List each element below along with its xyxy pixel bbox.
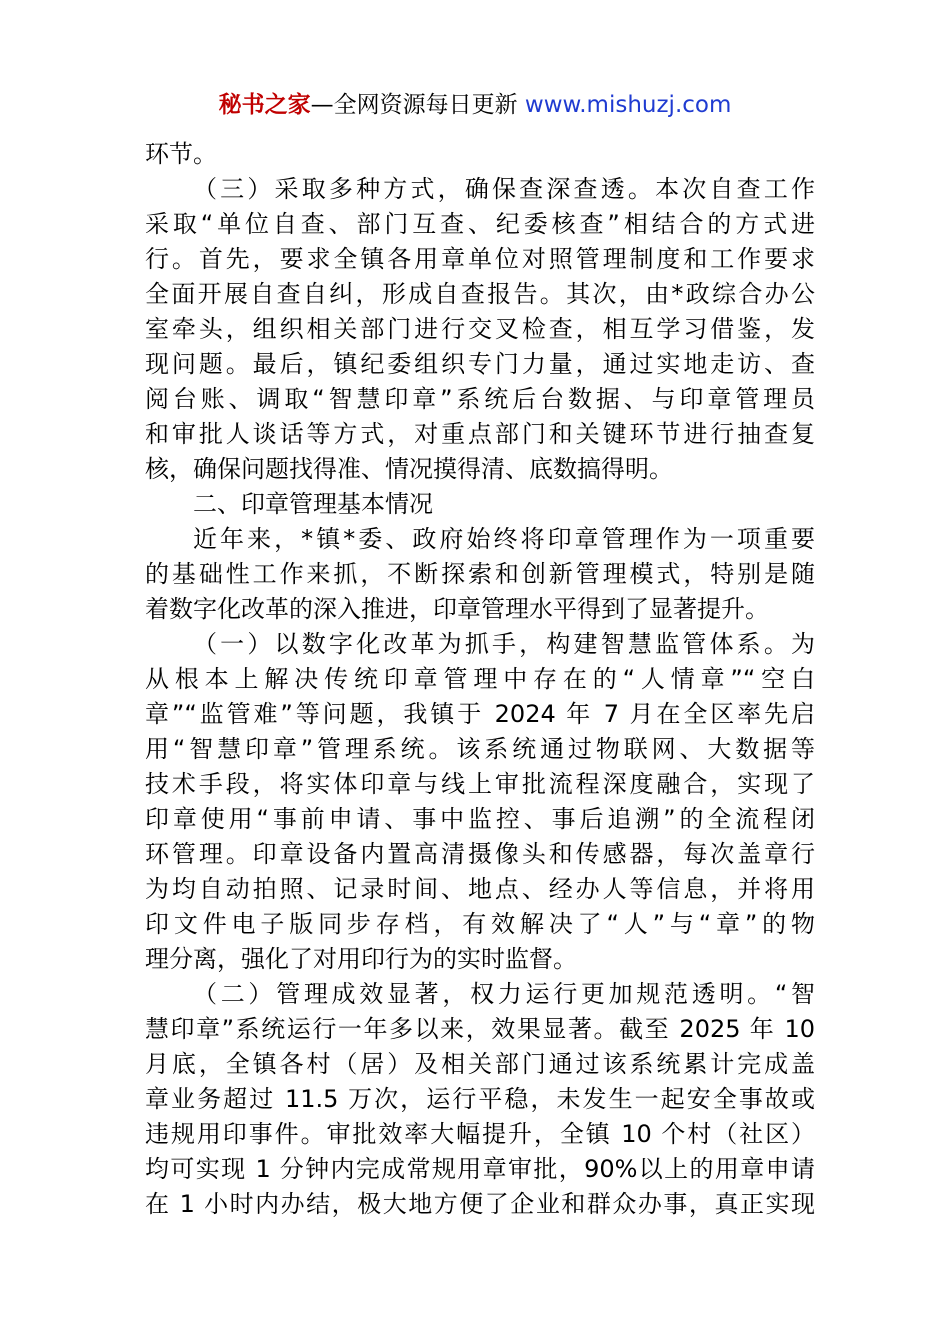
text-line: 近年来，*镇*委、政府始终将印章管理作为一项重要 — [193, 525, 815, 553]
text-line: 现问题。最后，镇纪委组织专门力量，通过实地走访、查 — [145, 350, 815, 378]
site-url[interactable]: www.mishuzj.com — [524, 92, 732, 118]
text-line: 均可实现 1 分钟内完成常规用章审批，90%以上的用章申请 — [145, 1155, 815, 1183]
text-line: 在 1 小时内办结，极大地方便了企业和群众办事，真正实现 — [145, 1190, 815, 1218]
text-line: 环管理。印章设备内置高清摄像头和传感器，每次盖章行 — [145, 840, 815, 868]
text-line: 印文件电子版同步存档，有效解决了“人”与“章”的物 — [145, 910, 815, 938]
text-line: 和审批人谈话等方式，对重点部门和关键环节进行抽查复 — [145, 420, 815, 448]
text-line: 为均自动拍照、记录时间、地点、经办人等信息，并将用 — [145, 875, 815, 903]
text-line: （二）管理成效显著，权力运行更加规范透明。“智 — [193, 980, 815, 1008]
site-brand: 秘书之家 — [218, 92, 311, 118]
text-line: 阅台账、调取“智慧印章”系统后台数据、与印章管理员 — [145, 385, 815, 413]
text-line: 章业务超过 11.5 万次，运行平稳，未发生一起安全事故或 — [145, 1085, 815, 1113]
section-heading: 二、印章管理基本情况 — [193, 490, 433, 518]
text-line: 违规用印事件。审批效率大幅提升，全镇 10 个村（社区） — [145, 1120, 815, 1148]
text-line: 技术手段，将实体印章与线上审批流程深度融合，实现了 — [145, 770, 815, 798]
text-line: 印章使用“事前申请、事中监控、事后追溯”的全流程闭 — [145, 805, 815, 833]
text-line: 的基础性工作来抓，不断探索和创新管理模式，特别是随 — [145, 560, 815, 588]
text-line: 慧印章”系统运行一年多以来，效果显著。截至 2025 年 10 — [145, 1015, 815, 1043]
text-line: 章”“监管难”等问题，我镇于 2024 年 7 月在全区率先启 — [145, 700, 815, 728]
text-line: 月底，全镇各村（居）及相关部门通过该系统累计完成盖 — [145, 1050, 815, 1078]
text-line: 用“智慧印章”管理系统。该系统通过物联网、大数据等 — [145, 735, 815, 763]
text-line: （一）以数字化改革为抓手，构建智慧监管体系。为 — [193, 630, 815, 658]
text-line: 采取“单位自查、部门互查、纪委核查”相结合的方式进 — [145, 210, 815, 238]
text-line: 环节。 — [145, 140, 217, 168]
page-header — [0, 86, 950, 124]
text-line: （三）采取多种方式，确保查深查透。本次自查工作 — [193, 175, 815, 203]
document-body — [145, 137, 815, 1222]
site-tagline: —全网资源每日更新 — [310, 92, 525, 118]
text-line: 核，确保问题找得准、情况摸得清、底数搞得明。 — [145, 455, 673, 483]
text-line: 全面开展自查自纠，形成自查报告。其次，由*政综合办公 — [145, 280, 815, 308]
text-line: 理分离，强化了对用印行为的实时监督。 — [145, 945, 577, 973]
text-line: 室牵头，组织相关部门进行交叉检查，相互学习借鉴，发 — [145, 315, 815, 343]
text-line: 从根本上解决传统印章管理中存在的“人情章”“空白 — [145, 665, 815, 693]
text-line: 着数字化改革的深入推进，印章管理水平得到了显著提升。 — [145, 595, 769, 623]
text-line: 行。首先，要求全镇各用章单位对照管理制度和工作要求 — [145, 245, 815, 273]
